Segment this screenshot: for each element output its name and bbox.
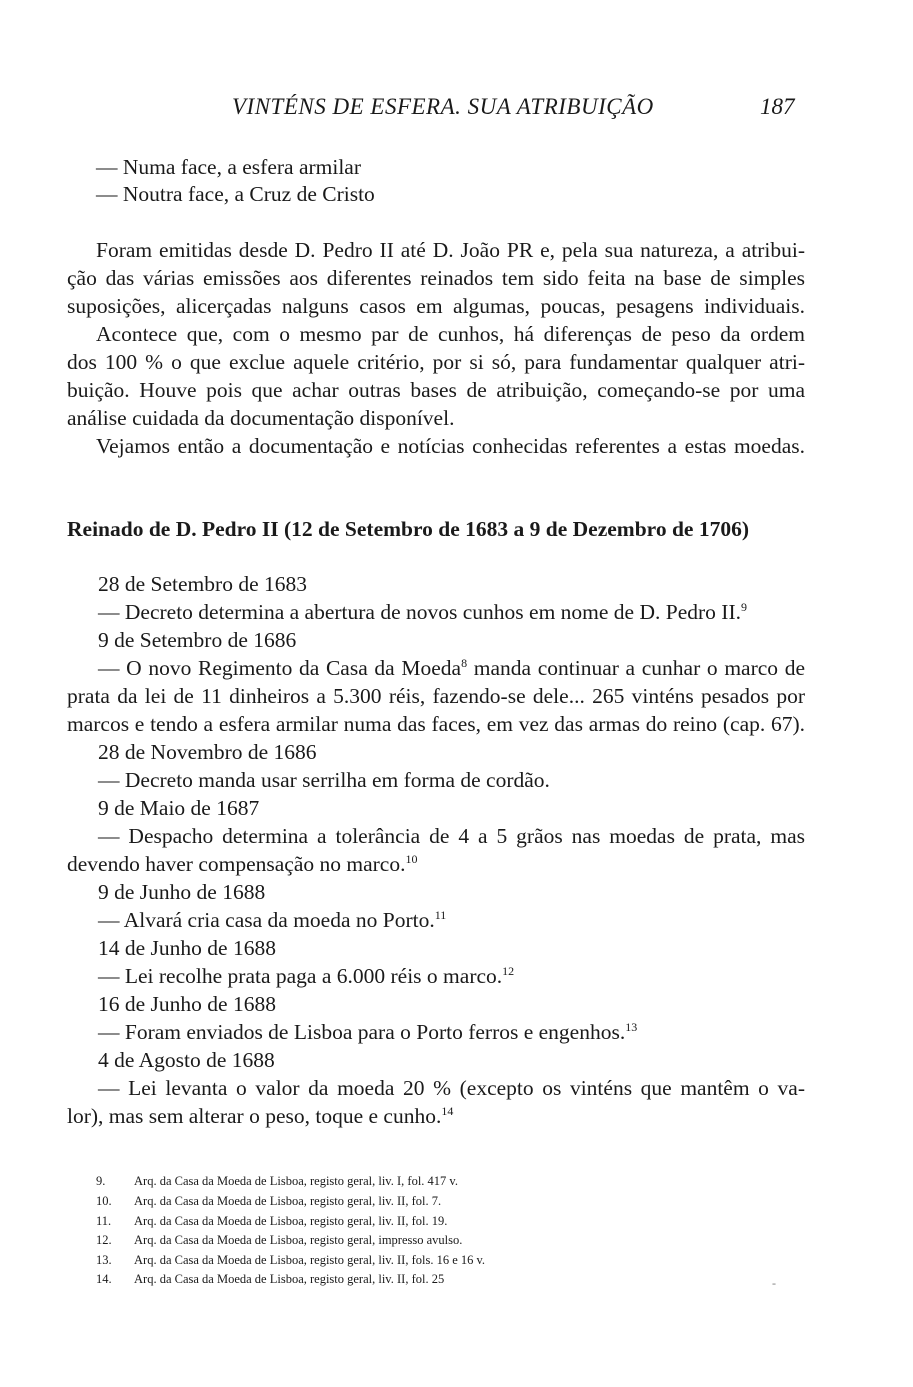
paragraph-line: dos 100 % o que exclue aquele critério, por si só, para fundamentar qualquer atri- xyxy=(67,350,805,374)
footnote-number: 14. xyxy=(96,1272,112,1286)
entry-text xyxy=(98,906,805,934)
entry-text xyxy=(98,654,805,682)
footnote xyxy=(96,1232,462,1248)
footnote-number: 9. xyxy=(96,1174,106,1188)
footnote-number: 11. xyxy=(96,1214,112,1228)
footnote-ref: 8 xyxy=(461,655,468,670)
footnote-ref: 12 xyxy=(502,963,515,978)
paragraph-line: análise cuidada da documentação disponível. xyxy=(67,406,455,430)
entry-text-body: manda continuar a cunhar o marco de xyxy=(467,656,805,680)
entry-text-body: — Decreto determina a abertura de novos cunhos em nome de D. Pedro II. xyxy=(98,600,741,624)
section-heading: Reinado de D. Pedro II (12 de Setembro de 1683 a 9 de Dezembro de 1706) xyxy=(67,517,749,541)
footnote-number: 12. xyxy=(96,1233,112,1247)
paragraph-line: Foram emitidas desde D. Pedro II até D. João PR e, pela sua natureza, a atribui- xyxy=(96,238,805,262)
stray-mark: - xyxy=(772,1276,776,1290)
entry-date: 4 de Agosto de 1688 xyxy=(98,1048,275,1072)
footnote-ref: 9 xyxy=(740,599,747,614)
footnote-ref: 10 xyxy=(405,851,418,866)
entry-text: — Decreto manda usar serrilha em forma de cordão. xyxy=(98,768,550,792)
entry-text: marcos e tendo a esfera armilar numa das faces, em vez das armas do reino (cap. 67). xyxy=(67,712,805,736)
entry-text xyxy=(67,850,805,878)
entry-text xyxy=(98,962,805,990)
footnote-text: Arq. da Casa da Moeda de Lisboa, registo geral, liv. II, fol. 7. xyxy=(134,1194,442,1208)
entry-text-body: devendo haver compensação no marco. xyxy=(67,852,406,876)
paragraph-line: suposições, alicerçadas nalguns casos em algumas, poucas, pesagens individuais. xyxy=(67,294,805,318)
running-title: VINTÉNS DE ESFERA. SUA ATRIBUIÇÃO xyxy=(232,94,654,119)
entry-text xyxy=(67,1102,805,1130)
entry-date: 9 de Junho de 1688 xyxy=(98,880,266,904)
footnote-number: 10. xyxy=(96,1194,112,1208)
footnote-text: Arq. da Casa da Moeda de Lisboa, registo geral, liv. II, fols. 16 e 16 v. xyxy=(134,1253,486,1267)
footnote xyxy=(96,1173,458,1189)
paragraph-line: buição. Houve pois que achar outras bases de atribuição, começando-se por uma xyxy=(67,378,805,402)
paragraph-line: Acontece que, com o mesmo par de cunhos, há diferenças de peso da ordem xyxy=(96,322,805,346)
entry-text: prata da lei de 11 dinheiros a 5.300 réis, fazendo-se dele... 265 vinténs pesados por xyxy=(67,684,805,708)
entry-date: 9 de Maio de 1687 xyxy=(98,796,260,820)
footnote-text: Arq. da Casa da Moeda de Lisboa, registo geral, liv. II, fol. 25 xyxy=(134,1272,445,1286)
entry-text xyxy=(98,598,805,626)
footnote xyxy=(96,1252,485,1268)
page-number: 187 xyxy=(760,94,795,119)
footnote xyxy=(96,1193,441,1209)
footnote xyxy=(96,1213,447,1229)
entry-text-body: lor), mas sem alterar o peso, toque e cunho. xyxy=(67,1104,442,1128)
footnote xyxy=(96,1271,444,1287)
entry-date: 16 de Junho de 1688 xyxy=(98,992,276,1016)
entry-text: — Lei levanta o valor da moeda 20 % (excepto os vinténs que mantêm o va- xyxy=(98,1076,805,1100)
entry-date: 28 de Novembro de 1686 xyxy=(98,740,317,764)
entry-text: — Despacho determina a tolerância de 4 a 5 grãos nas moedas de prata, mas xyxy=(98,824,805,848)
footnote-ref: 11 xyxy=(434,907,447,922)
intro-item: — Noutra face, a Cruz de Cristo xyxy=(96,182,375,206)
paragraph-line: Vejamos então a documentação e notícias conhecidas referentes a estas moedas. xyxy=(96,434,805,458)
entry-text-body: — Lei recolhe prata paga a 6.000 réis o marco. xyxy=(98,964,503,988)
entry-date: 14 de Junho de 1688 xyxy=(98,936,276,960)
footnote-ref: 13 xyxy=(625,1019,638,1034)
intro-item: — Numa face, a esfera armilar xyxy=(96,155,362,179)
footnote-text: Arq. da Casa da Moeda de Lisboa, registo geral, liv. II, fol. 19. xyxy=(134,1214,448,1228)
footnote-text: Arq. da Casa da Moeda de Lisboa, registo geral, liv. I, fol. 417 v. xyxy=(134,1174,458,1188)
entry-date: 28 de Setembro de 1683 xyxy=(98,572,307,596)
entry-text-body: — Foram enviados de Lisboa para o Porto ferros e engenhos. xyxy=(98,1020,626,1044)
entry-text xyxy=(98,1018,805,1046)
entry-date: 9 de Setembro de 1686 xyxy=(98,628,297,652)
paragraph-line: ção das várias emissões aos diferentes reinados tem sido feita na base de simples xyxy=(67,266,805,290)
footnote-number: 13. xyxy=(96,1253,112,1267)
entry-text-body: — Alvará cria casa da moeda no Porto. xyxy=(98,908,435,932)
footnote-text: Arq. da Casa da Moeda de Lisboa, registo geral, impresso avulso. xyxy=(134,1233,463,1247)
entry-text-body: — O novo Regimento da Casa da Moeda xyxy=(98,656,462,680)
footnote-ref: 14 xyxy=(441,1103,454,1118)
